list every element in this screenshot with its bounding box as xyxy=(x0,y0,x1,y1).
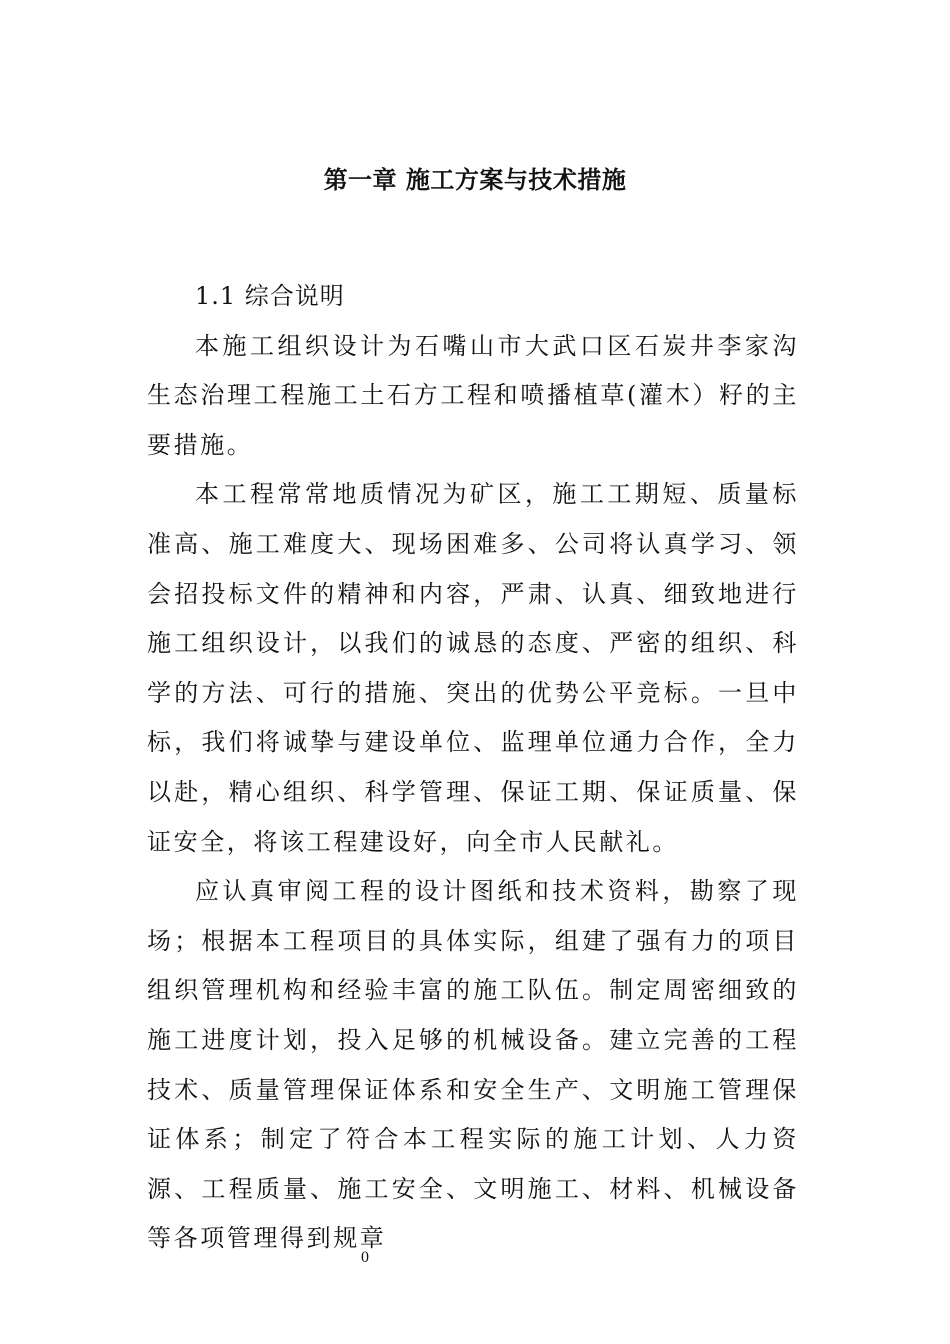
body-text xyxy=(147,272,799,1264)
chapter-title: 第一章 施工方案与技术措施 xyxy=(323,166,627,194)
paragraph-1: 本施工组织设计为石嘴山市大武口区石炭井李家沟生态治理工程施工土石方工程和喷播植草(灌木）籽的主要措施。 xyxy=(147,331,799,459)
paragraph-3: 应认真审阅工程的设计图纸和技术资料，勘察了现场；根据本工程项目的具体实际，组建了强有力的项目组织管理机构和经验丰富的施工队伍。制定周密细致的施工进度计划，投入足够的机械设备。建立完善的工程技术、质量管理保证体系和安全生产、文明施工管理保证体系；制定了符合本工程实际的施工计划、人力资源、工程质量、施工安全、文明施工、材料、机械设备等各项管理得到规章 xyxy=(147,877,799,1253)
section-heading: 1.1 综合说明 xyxy=(195,282,345,310)
page-number: 0 xyxy=(361,1249,369,1266)
paragraph-2: 本工程常常地质情况为矿区，施工工期短、质量标准高、施工难度大、现场困难多、公司将认真学习、领会招投标文件的精神和内容，严肃、认真、细致地进行施工组织设计，以我们的诚恳的态度、严密的组织、科学的方法、可行的措施、突出的优势公平竞标。一旦中标，我们将诚挚与建设单位、监理单位通力合作，全力以赴，精心组织、科学管理、保证工期、保证质量、保证安全，将该工程建设好，向全市人民献礼。 xyxy=(147,480,799,856)
